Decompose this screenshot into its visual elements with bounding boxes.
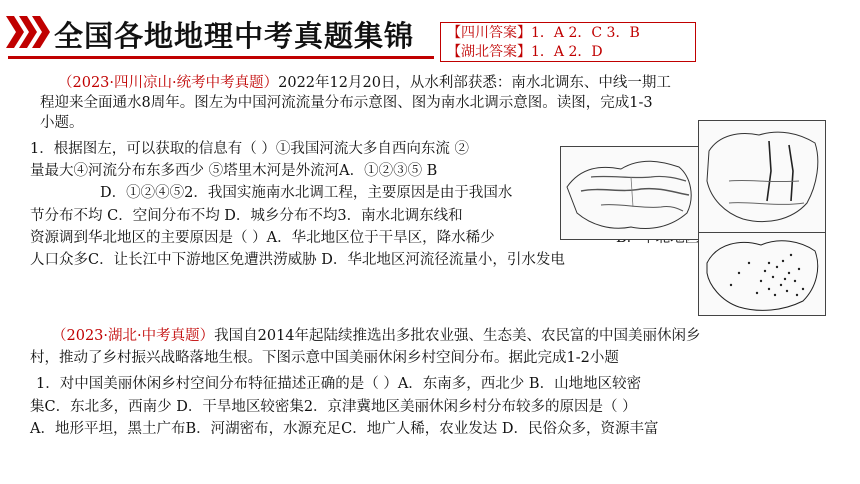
- river-flow-map: [560, 146, 702, 240]
- section2-line1: （2023·湖北·中考真题）我国自2014年起陆续推选出多批农业强、生态美、农民富的中国美丽休闲乡: [52, 328, 701, 344]
- section2-source: （2023·湖北·中考真题）: [52, 328, 215, 344]
- section2-line3: 1．对中国美丽休闲乡村空间分布特征描述正确的是（ ）A．东南多，西北少 B．山地地区较密: [36, 376, 642, 392]
- section1-source: （2023·四川凉山·统考中考真题）: [58, 75, 279, 91]
- section1-line3: 小题。: [40, 115, 84, 131]
- chevron-decoration-icon: [6, 16, 52, 48]
- south-north-water-map-drawing: [699, 121, 825, 233]
- section2-line2: 村，推动了乡村振兴战略落地生根。下图示意中国美丽休闲乡村空间分布。据此完成1-2小题: [30, 350, 619, 366]
- beautiful-village-map-drawing: [699, 233, 825, 315]
- section1-line8: 资源调到华北地区的主要原因是（ ）A．华北地区位于干旱区，降水稀少: [30, 230, 495, 246]
- section1-line4: 1．根据图左，可以获取的信息有（ ）①我国河流大多自西向东流 ②: [30, 141, 469, 157]
- section1-line5: 量最大④河流分布东多西少 ⑤塔里木河是外流河A．①②③⑤ B: [30, 163, 438, 179]
- section1-line6: D．①②④⑤2．我国实施南水北调工程，主要原因是由于我国水: [100, 185, 513, 201]
- section1-line1: （2023·四川凉山·统考中考真题）2022年12月20日，从水利部获悉：南水北调东、中线一期工: [58, 75, 671, 91]
- title-underline: [8, 56, 434, 59]
- beautiful-village-map: [698, 232, 826, 316]
- section1-line7: 节分布不均 C．空间分布不均 D．城乡分布不均3．南水北调东线和: [30, 208, 463, 224]
- river-flow-map-drawing: [561, 147, 701, 239]
- section2-line4: 集C．东北多，西南少 D．干旱地区较密集2．京津冀地区美丽休闲乡村分布较多的原因是（ ）: [30, 399, 637, 415]
- answer-box: [440, 22, 696, 62]
- section1-line2: 程迎来全面通水8周年。图左为中国河流流量分布示意图、图为南水北调示意图。读图，完成1-3: [40, 95, 653, 111]
- hubei-answers: 【湖北答案】1．A 2．D: [447, 44, 603, 60]
- section2-line5: A．地形平坦，黑土广布B．河湖密布，水源充足C．地广人稀，农业发达 D．民俗众多，资源丰富: [30, 421, 659, 437]
- page-title: 全国各地地理中考真题集锦: [54, 19, 415, 53]
- sichuan-answers: 【四川答案】1．A 2．C 3．B: [447, 25, 640, 41]
- section1-line9: 人口众多C．让长江中下游地区免遭洪涝威胁 D．华北地区河流径流量小，引水发电: [30, 252, 565, 268]
- south-north-water-map: [698, 120, 826, 234]
